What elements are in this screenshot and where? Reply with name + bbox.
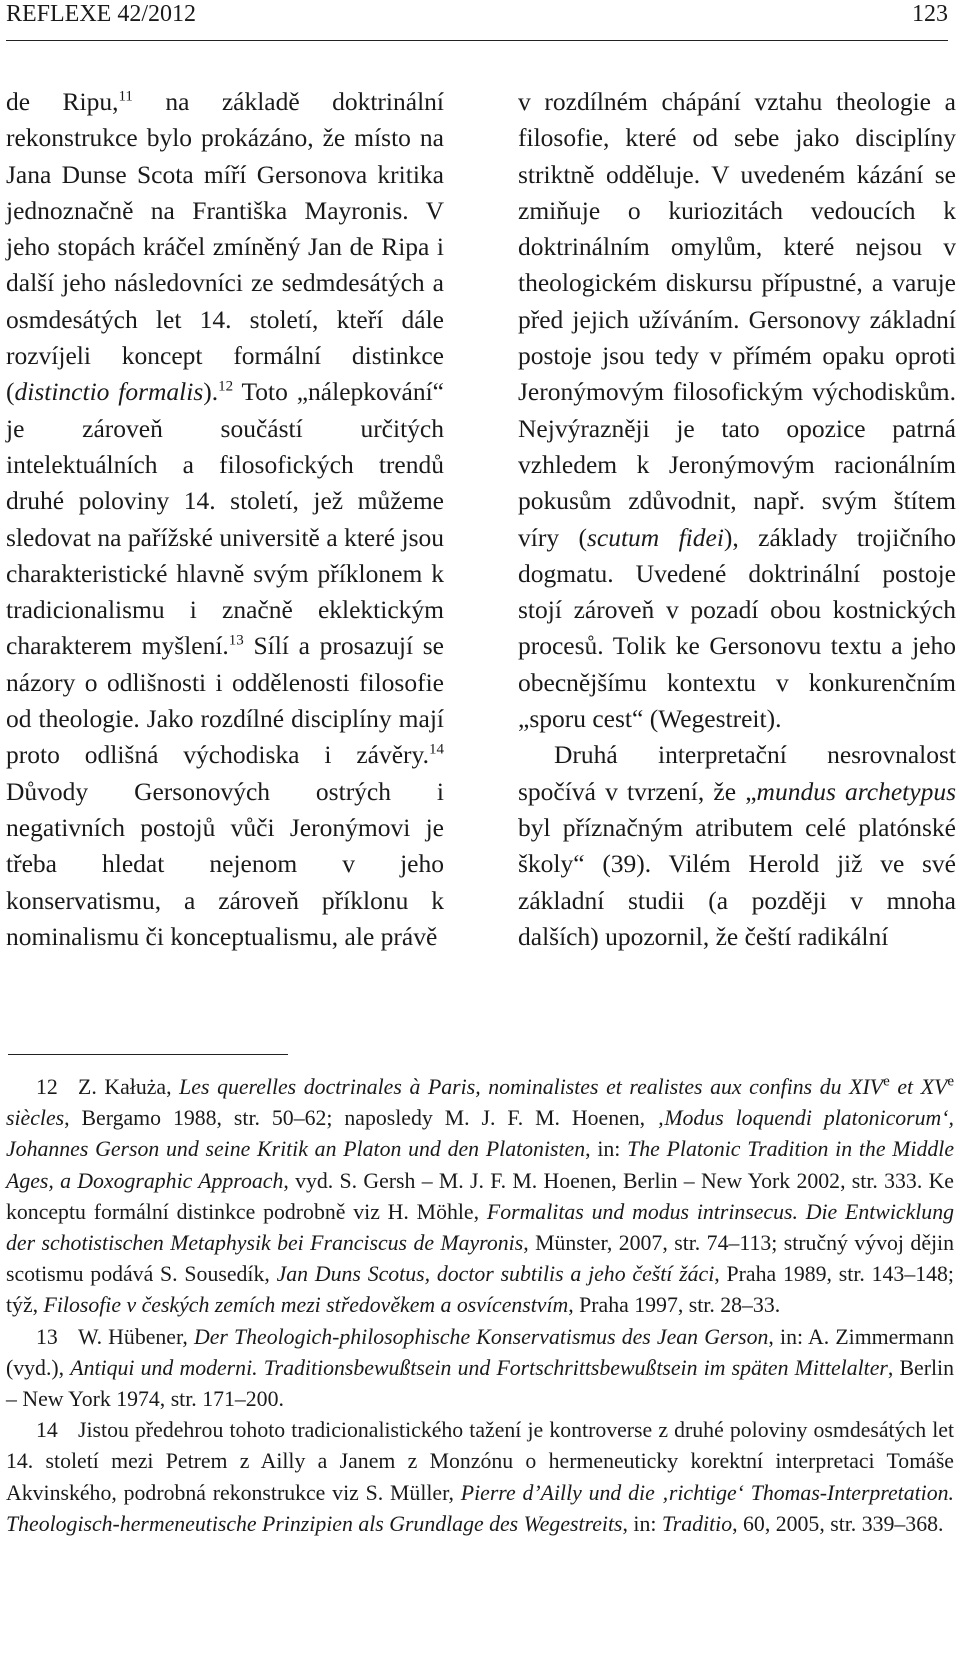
text-run: Druhá interpretační nesrovnalost spočívá v tvrzení, že „ xyxy=(518,740,956,806)
running-header xyxy=(6,0,948,41)
text-run: na základě doktrinální rekonstrukce bylo prokázáno, že místo na Jana Dunse Scota míří Gersonova kritika jednoznačně na Františka Mayronis. V jeho stopách kráčel zmíněný Jan de Ripa i další jeho následovníci ze sedmdesátých a osmdesátých let 14. století, kteří dále rozvíjeli koncept formální distinkce ( xyxy=(6,87,444,407)
text-run: Jistou předehrou tohoto tradicionalistického tažení je kontroverse z druhé poloviny osmdesátých let 14. století mezi Petrem z Ailly a Janem z Monzónu o hermeneuticky korektní interpretaci Tomáše Akvinského, podrobná rekonstrukce viz S. Müller, xyxy=(6,1418,954,1505)
journal-title: REFLEXE 42/2012 xyxy=(6,1,196,27)
italic-title: The Platonic Tradition in the Middle Ages, a Doxographic Approach xyxy=(6,1137,955,1193)
italic-term: scutum fidei xyxy=(586,522,724,552)
text-run: , in: xyxy=(585,1137,628,1162)
footnotes xyxy=(6,1072,954,1540)
text-run: Důvody Gersonových ostrých i negativních postojů vůči Jeronýmovi je třeba hledat nejenom v jeho konservatismu, a zároveň příklonu k nominalismu či konceptualismu, ale právě xyxy=(6,776,444,951)
italic-term: distinctio formalis xyxy=(14,377,204,407)
text-run: Toto „nálepkování“ je zároveň součástí určitých intelektuálních a filosofických trendů druhé poloviny 14. století, jež můžeme sledovat na pařížské universitě a které jsou charakteristické hlavně svým příklonem k tradicionalismu i značně eklektickým charakterem myšlení. xyxy=(6,377,444,661)
italic-title: Formalitas und modus intrinsecus. Die Entwicklung der schotistischen Metaphysik bei Franciscus de Mayronis xyxy=(6,1199,954,1256)
italic-title: Traditio xyxy=(661,1511,733,1536)
footnote-ref-11[interactable]: 11 xyxy=(118,88,133,105)
text-run: , in: A. Zimmermann (vyd.), xyxy=(6,1324,954,1380)
superscript: e xyxy=(947,1073,954,1090)
text-run: de Ripu, xyxy=(6,87,119,116)
text-run: Z. Kałuża, xyxy=(78,1075,180,1099)
text-run: Sílí a prosazují se názory o odlišnosti i oddělenosti filosofie od theologie. Jako rozdílné disciplíny mají proto odlišná východiska i závěry. xyxy=(6,631,444,770)
text-run: , 60, 2005, str. 339–368. xyxy=(732,1511,944,1536)
text-run: , Berlin – New York 1974, str. 171–200. xyxy=(6,1355,954,1412)
body-text xyxy=(6,84,956,955)
footnote-ref-13[interactable]: 13 xyxy=(228,632,244,649)
italic-title: Jan Duns Scotus, doctor subtilis a jeho čeští žáci xyxy=(276,1262,715,1287)
footnote-number: 13 xyxy=(36,1324,58,1349)
left-column xyxy=(6,84,444,955)
footnote-separator xyxy=(8,1054,288,1055)
italic-title: Antiqui und moderni. Traditionsbewußtsein und Fortschrittsbewußtsein im späten Mittelalter xyxy=(70,1355,888,1380)
superscript: e xyxy=(883,1073,890,1090)
text-run: ). xyxy=(203,377,219,407)
text-run: , Bergamo 1988, str. 50–62; naposledy M. J. F. M. Hoenen, xyxy=(64,1106,658,1131)
text-run: , Praha 1997, str. 28–33. xyxy=(568,1293,781,1318)
italic-title: Der Theologich-philosophische Konservatismus des Jean Gerson xyxy=(193,1324,769,1349)
footnote-14 xyxy=(6,1415,954,1540)
italic-title: siècles xyxy=(6,1106,65,1131)
italic-title: ‚Modus loquendi platonicorum‘, Johannes Gerson und seine Kritik an Platon und den Platonisten xyxy=(6,1106,954,1162)
text-run: W. Hübener, xyxy=(78,1324,194,1349)
footnote-ref-14[interactable]: 14 xyxy=(429,741,444,758)
italic-term: mundus archetypus xyxy=(756,776,956,806)
footnote-13 xyxy=(6,1322,954,1416)
italic-title: Pierre d’Ailly und die ‚richtige‘ Thomas-Interpretation. Theologisch-hermeneutische Prinzipien als Grundlage des Wegestreits xyxy=(6,1480,954,1536)
italic-title: Filosofie v českých zemích mezi středověkem a osvícenstvím xyxy=(43,1293,569,1318)
text-run: , in: xyxy=(622,1511,662,1536)
page-number: 123 xyxy=(912,1,948,27)
footnote-number: 14 xyxy=(36,1418,58,1443)
right-paragraph-1 xyxy=(518,84,956,737)
footnote-12 xyxy=(6,1072,954,1322)
text-run: , vyd. S. Gersh – M. J. F. M. Hoenen, Berlin – New York 2002, str. 333. Ke konceptu formální distinkce podrobně viz H. Möhle, xyxy=(6,1168,954,1224)
right-paragraph-2 xyxy=(518,737,956,955)
italic-title: Les querelles doctrinales à Paris, nominalistes et realistes aux confins du XIV xyxy=(179,1075,884,1099)
left-paragraph xyxy=(6,84,444,955)
italic-title: et XV xyxy=(889,1075,948,1099)
text-run: byl příznačným atributem celé platónské školy“ (39). Vilém Herold již ve své základní studii (a později v mnoha dalších) upozornil, že čeští radikální xyxy=(518,812,956,951)
text-run: ), základy trojičního dogmatu. Uvedené doktrinální postoje stojí zároveň v pozadí obou kostnických procesů. Tolik ke Gersonovu textu a jeho obecnějšímu kontextu v konkurenčním „sporu cest“ (Wegestreit). xyxy=(518,522,956,734)
footnote-number: 12 xyxy=(36,1075,58,1099)
text-run: v rozdílném chápání vztahu theologie a filosofie, které od sebe jako disciplíny striktně odděluje. V uvedeném kázání se zmiňuje o kuriozitách vedoucích k doktrinálním omylům, které nejsou v theologickém diskursu přípustné, a varuje před jejich užíváním. Gersonovy základní postoje jsou tedy v přímém opaku oproti Jeronýmovým filosofickým východiskům. Nejvýrazněji je tato opozice patrná vzhledem k Jeronýmovým racionálním pokusům zdůvodnit, např. svým štítem víry ( xyxy=(518,87,956,552)
text-run: , Praha 1989, str. 143–148; týž, xyxy=(6,1262,954,1318)
right-column xyxy=(518,84,956,955)
footnote-ref-12[interactable]: 12 xyxy=(218,378,234,395)
text-run: , Münster, 2007, str. 74–113; stručný vývoj dějin scotismu podává S. Sousedík, xyxy=(6,1231,955,1287)
